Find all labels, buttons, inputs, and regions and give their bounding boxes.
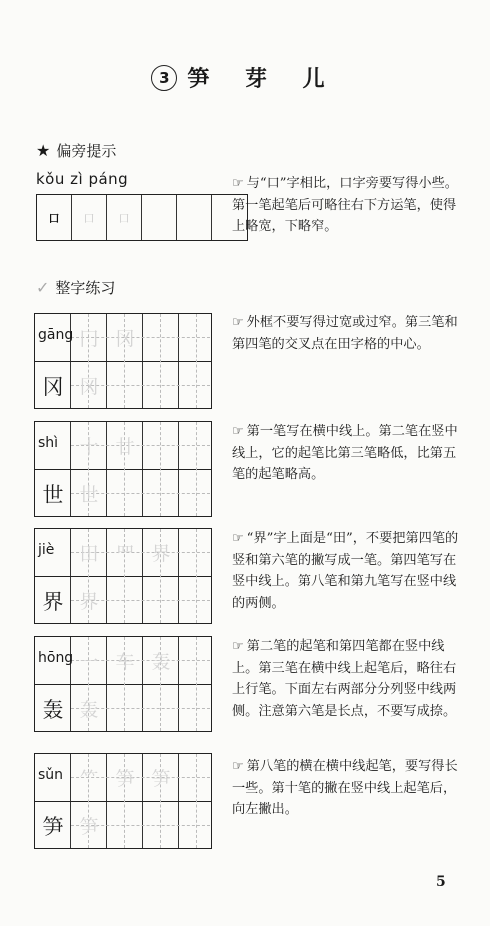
radical-grid — [36, 194, 248, 241]
model-character: 笋 — [42, 814, 64, 839]
pointing-hand-icon: ☞ — [232, 531, 244, 546]
trace-character: ⺮ — [79, 768, 99, 790]
trace-character: 田 — [79, 543, 99, 565]
trace-character: 冈 — [79, 376, 99, 398]
trace-character: 车 — [115, 651, 135, 673]
radical-cell: 口 — [37, 195, 72, 240]
trace-character: 冈 — [115, 328, 135, 350]
practice-note — [232, 636, 460, 722]
grid-dashed-guide — [160, 422, 161, 516]
radical-cell — [142, 195, 177, 240]
model-character: 界 — [42, 589, 64, 614]
pinyin-label: hōng — [38, 650, 74, 666]
practice-note — [232, 421, 460, 486]
pointing-hand-icon: ☞ — [232, 639, 244, 654]
radical-section-heading — [36, 140, 116, 161]
grid-dashed-guide — [196, 314, 197, 408]
model-character: 轰 — [42, 697, 64, 722]
grid-dashed-guide — [196, 422, 197, 516]
page-title: 笋 芽 儿 — [187, 66, 339, 92]
radical-cell — [177, 195, 212, 240]
lesson-number-badge: 3 — [151, 65, 177, 91]
practice-grid — [34, 528, 212, 624]
practice-section-heading — [36, 277, 115, 298]
radical-note — [232, 173, 460, 238]
practice-grid — [34, 421, 212, 517]
page-number: 5 — [436, 874, 446, 890]
practice-grid — [34, 753, 212, 849]
trace-character: 笋 — [151, 768, 171, 790]
pinyin-label: sǔn — [38, 767, 64, 783]
practice-heading-text: 整字练习 — [55, 279, 116, 297]
pinyin-label: jiè — [38, 542, 55, 558]
practice-note-text: 第八笔的横在横中线起笔，要写得长一些。第十笔的撇在竖中线上起笔后，向左撇出。 — [232, 759, 458, 817]
grid-dashed-guide — [196, 754, 197, 848]
radical-note-text: 与“口”字相比，口字旁要写得小些。第一笔起笔后可略往右下方运笔，使得上略宽，下略窄。 — [232, 176, 458, 234]
radical-pinyin: kǒu zì páng — [36, 170, 129, 188]
trace-character: 世 — [79, 484, 99, 506]
check-icon: ✓ — [36, 278, 50, 297]
pointing-hand-icon: ☞ — [232, 176, 244, 191]
trace-character: 十 — [79, 436, 99, 458]
star-icon: ★ — [36, 141, 51, 160]
grid-dashed-guide — [196, 637, 197, 731]
practice-note-text: 外框不要写得过宽或过窄。第三笔和第四笔的交叉点在田字格的中心。 — [232, 315, 458, 352]
radical-cell: 口 — [72, 195, 107, 240]
trace-character: 廿 — [115, 436, 135, 458]
practice-grid — [34, 313, 212, 409]
practice-note — [232, 528, 460, 614]
radical-cell: 口 — [107, 195, 142, 240]
lesson-title — [0, 62, 490, 93]
practice-note-text: 第二笔的起笔和第四笔都在竖中线上。第三笔在横中线上起笔后，略往右上行笔。下面左右两部分分列竖中线两侧。注意第六笔是长点，不要写成捺。 — [232, 639, 457, 719]
pointing-hand-icon: ☞ — [232, 759, 244, 774]
pointing-hand-icon: ☞ — [232, 424, 244, 439]
practice-grid — [34, 636, 212, 732]
trace-character: 轰 — [151, 651, 171, 673]
trace-character: 一 — [79, 651, 99, 673]
trace-character: 冂 — [79, 328, 99, 350]
pinyin-label: gāng — [38, 327, 74, 343]
pointing-hand-icon: ☞ — [232, 315, 244, 330]
trace-character: 轰 — [79, 699, 99, 721]
trace-character: 界 — [151, 543, 171, 565]
trace-character: 笋 — [115, 768, 135, 790]
trace-character: 笋 — [79, 816, 99, 838]
grid-dashed-guide — [160, 314, 161, 408]
model-character: 世 — [42, 482, 64, 507]
practice-note — [232, 312, 460, 355]
practice-note-text: 第一笔写在横中线上。第二笔在竖中线上，它的起笔比第三笔略低，比第五笔的起笔略高。 — [232, 424, 458, 482]
model-character: 冈 — [42, 374, 64, 399]
pinyin-label: shì — [38, 435, 59, 451]
practice-note-text: “界”字上面是“田”，不要把第四笔的竖和第六笔的撇写成一笔。第四笔写在竖中线上。第八笔和第九笔写在竖中线的两侧。 — [232, 531, 459, 611]
radical-heading-text: 偏旁提示 — [56, 142, 117, 160]
trace-character: 罒 — [115, 543, 135, 565]
trace-character: 界 — [79, 591, 99, 613]
practice-note — [232, 756, 460, 821]
grid-dashed-guide — [196, 529, 197, 623]
